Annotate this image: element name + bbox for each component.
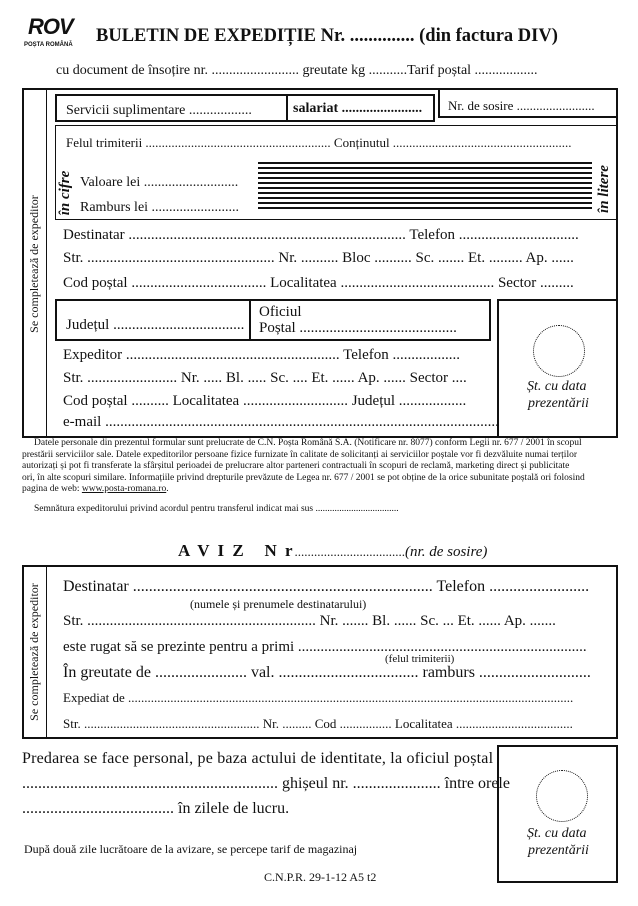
- logo: [22, 16, 78, 54]
- bulletin-side-label: Se completează de expeditor: [27, 195, 41, 333]
- cod-expeditor-field[interactable]: Cod poștal .......... Localitatea ............................ Județul ..................: [63, 393, 467, 409]
- str-expeditor-field[interactable]: Str. ........................ Nr. ..... Bl. ..... Sc. .... Et. ...... Ap. ...... Sector ....: [63, 370, 467, 386]
- stamp-label-upper-2: prezentării: [528, 396, 589, 411]
- postal-field[interactable]: Poștal ..........................................: [259, 320, 457, 336]
- aviz-title: A V I Z N r: [178, 541, 295, 560]
- website-link[interactable]: www.posta-romana.ro: [81, 484, 167, 495]
- aviz-destinatar-field[interactable]: Destinatar ........................................................................... Telefon .........................: [63, 578, 590, 595]
- cod-destinatar-field[interactable]: Cod poștal .................................... Localitatea ......................................... Sector .........: [63, 275, 574, 291]
- oficiul-label: Oficiul: [259, 304, 302, 320]
- privacy-notice: [22, 438, 618, 496]
- aviz-greutate-field[interactable]: În greutate de ....................... val. ................................... ramburs ............................: [63, 664, 591, 681]
- privacy-line-3: autorizați și pot fi transferate la sfârșitul perioadei de prelucrare altor parteneri contractuali în scopuri de reclamă, marketing direct și publicitate: [22, 461, 570, 472]
- servicii-field[interactable]: Servicii suplimentare ..................: [66, 103, 252, 118]
- stamp-label-upper-1: Șt. cu data: [527, 379, 587, 394]
- aviz-number-field[interactable]: ..................................: [294, 544, 406, 559]
- stamp-label-lower-2: prezentării: [528, 843, 589, 858]
- bulletin-subtitle: cu document de însoțire nr. ......................... greutate kg ...........Tarif poștal ..................: [56, 63, 538, 78]
- aviz-rugat-field[interactable]: este rugat să se prezinte pentru a primi .............................................................................: [63, 639, 587, 655]
- aviz-felul-note: (felul trimiterii): [385, 653, 455, 665]
- ramburs-field[interactable]: Ramburs lei .........................: [80, 200, 240, 215]
- services-divider: [286, 94, 288, 122]
- privacy-line-2: prestării serviciilor sale. Datele expeditorilor persoane fizice furnizate în calitate de solicitanți ai serviciilor poștale vor fi dezvăluite numai terților: [22, 449, 577, 460]
- predarea-line-2[interactable]: ................................................................ ghișeul nr. ...................... între orele: [22, 775, 510, 792]
- logo-caption: POȘTA ROMÂNĂ: [24, 42, 73, 48]
- aviz-side-divider: [46, 565, 47, 739]
- str-destinatar-field[interactable]: Str. .................................................. Nr. .......... Bloc .......... Sc. ....... Et. ......... Ap. ......: [63, 250, 574, 266]
- destinatar-field[interactable]: Destinatar .......................................................................... Telefon ................................: [63, 227, 579, 243]
- bulletin-side-divider: [46, 88, 47, 438]
- felul-field[interactable]: Felul trimiterii ......................................................... Conținutul .......................................................: [66, 135, 572, 150]
- judetul-field[interactable]: Județul ...................................: [66, 317, 245, 333]
- stamp-label-lower-1: Șt. cu data: [527, 826, 587, 841]
- stamp-circle-lower: [536, 770, 588, 822]
- judet-oficiu-divider: [249, 299, 251, 341]
- stamp-circle-upper: [533, 325, 585, 377]
- aviz-str-bottom-field[interactable]: Str. ...................................................... Nr. ......... Cod ................ Localitatea ....................................: [63, 716, 573, 731]
- logo-mark: ROV: [28, 14, 73, 39]
- form-code: C.N.P.R. 29-1-12 A5 t2: [264, 870, 377, 884]
- in-litere-label: în litere: [596, 165, 612, 213]
- aviz-expediat-field[interactable]: Expediat de .........................................................................................................................................: [63, 690, 574, 705]
- salariat-field[interactable]: salariat .......................: [293, 101, 423, 116]
- aviz-str-field[interactable]: Str. ............................................................. Nr. ....... Bl. ...... Sc. ... Et. ...... Ap. .......: [63, 613, 556, 629]
- amount-in-words-lines[interactable]: [258, 162, 592, 212]
- aviz-title-row: [178, 541, 487, 561]
- privacy-line-1: Datele personale din prezentul formular sunt prelucrate de C.N. Poșta Română S.A. (Notificare nr. 8077) conform Legii nr. 677 / 2001 în scopul: [34, 438, 582, 448]
- bulletin-title: BULETIN DE EXPEDIȚIE Nr. .............. (din factura DIV): [96, 26, 558, 46]
- in-cifre-label: în cifre: [57, 170, 73, 216]
- aviz-title-note: (nr. de sosire): [405, 544, 488, 560]
- valoare-field[interactable]: Valoare lei ...........................: [80, 175, 239, 190]
- aviz-side-label: Se completează de expeditor: [27, 583, 41, 721]
- email-field[interactable]: e-mail .........................................................................................................: [63, 414, 499, 430]
- nr-sosire-field[interactable]: Nr. de sosire ........................: [448, 98, 595, 113]
- signature-field[interactable]: Semnătura expeditorului privind acordul pentru transferul indicat mai sus ...................................: [34, 504, 399, 514]
- predarea-line-3[interactable]: ...................................... în zilele de lucru.: [22, 800, 290, 817]
- magazinaj-note: După două zile lucrătoare de la avizare, se percepe tarif de magazinaj: [24, 842, 358, 856]
- predarea-line-1: Predarea se face personal, pe baza actului de identitate, la oficiul poștal: [22, 750, 494, 767]
- aviz-destinatar-note: (numele și prenumele destinatarului): [190, 597, 367, 611]
- privacy-line-4: ori, în alte scopuri similare. Informațiile privind drepturile prevăzute de Legea nr. 677 / 2001 se pot obține de la orice subunitate poștală ori folosind: [22, 472, 585, 483]
- expeditor-field[interactable]: Expeditor ......................................................... Telefon ..................: [63, 347, 460, 363]
- privacy-line-5: pagina de web: www.posta-romana.ro.: [22, 484, 169, 495]
